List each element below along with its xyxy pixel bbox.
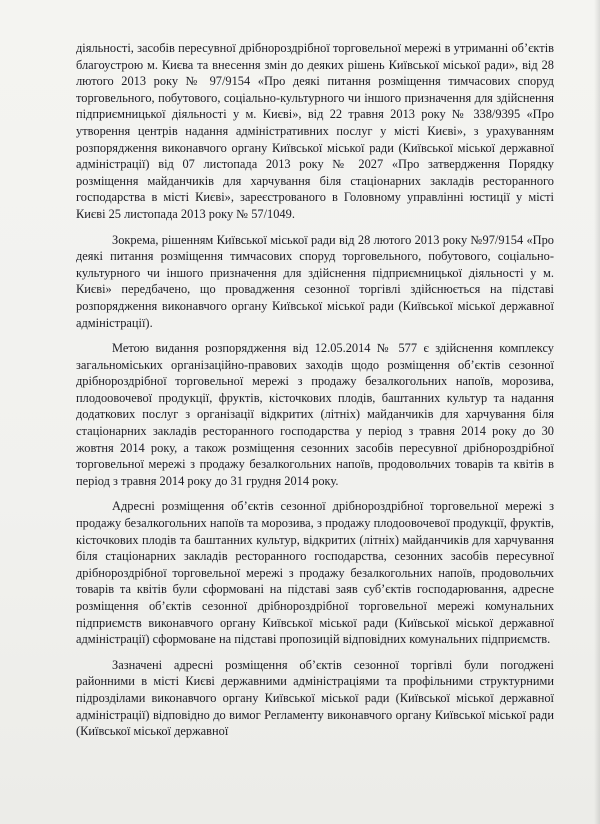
paragraph-continuation: діяльності, засобів пересувної дрібнороздрібної торговельної мережі в утриманні об’єктів благоустрою м. Києва та внесення змін до деяких рішень Київської міської ради», від 28 лютого 2013 року № 97/9154 «Про деякі питання розміщення тимчасових споруд торговельного, побутового, соціально-культурного чи іншого призначення для здійснення підприємницької діяльності у м. Києві», від 22 травня 2013 року № 338/9395 «Про утворення центрів надання адміністративних послуг у місті Києві», з урахуванням розпорядження виконавчого органу Київської міської ради (Київської міської державної адміністрації) від 07 листопада 2013 року № 2027 «Про затвердження Порядку розміщення майданчиків для харчування біля стаціонарних закладів ресторанного господарства в місті Києві», зареєстрованого в Головному управлінні юстиції у місті Києві 25 листопада 2013 року № 57/1049. xyxy=(76,41,554,221)
paragraph-purpose: Метою видання розпорядження від 12.05.2014 № 577 є здійснення комплексу загальноміських організаційно-правових заходів щодо розміщення об’єктів сезонної дрібнороздрібної торговельної мережі з продажу безалкогольних напоїв, морозива, плодоовочевої продукції, фруктів, кісточкових плодів, баштанних культур та надання додаткових послуг з організації відкритих (літніх) майданчиків для харчування біля стаціонарних закладів ресторанного господарства у період з травня 2014 року до 30 жовтня 2014 року, а також розміщення сезонних засобів пересувної дрібнороздрібної торговельної мережі з продажу безалкогольних напоїв, продовольчих товарів та квітів в період з травня 2014 року до 31 грудня 2014 року. xyxy=(76,341,554,488)
paragraph-approval: Зазначені адресні розміщення об’єктів сезонної торгівлі були погоджені районними в місті Києві державними адміністраціями та профільними структурними підрозділами виконавчого органу Київської міської ради (Київської міської державної адміністрації) відповідно до вимог Регламенту виконавчого органу Київської міської ради (Київської міської державної xyxy=(76,657,554,739)
paragraph-zokrema: Зокрема, рішенням Київської міської ради від 28 лютого 2013 року №97/9154 «Про деякі питання розміщення тимчасових споруд торговельного, побутового, соціально-культурного чи іншого призначення для здійснення підприємницької діяльності у м. Києві» передбачено, що провадження сезонної торгівлі здійснюється на підставі розпорядження виконавчого органу Київської міської ради (Київської міської державної адміністрації). xyxy=(76,232,554,330)
paragraph-addresses: Адресні розміщення об’єктів сезонної дрібнороздрібної торговельної мережі з продажу безалкогольних напоїв та морозива, з продажу плодоовочевої продукції, фруктів, кісточкових плодів та баштанних культур, відкритих (літніх) майданчиків для харчування біля стаціонарних закладів ресторанного господарства, сезонних засобів пересувної дрібнороздрібної торговельної мережі з продажу безалкогольних напоїв, продовольчих товарів та квітів були сформовані на підставі заяв суб’єктів господарювання, адресне розміщення об’єктів сезонної дрібнороздрібної торговельної мережі комунальних підприємств виконавчого органу Київської міської ради (Київської міської державної адміністрації) сформоване на підставі пропозицій відповідних комунальних підприємств. xyxy=(76,499,554,647)
page-edge-shadow xyxy=(594,0,600,824)
document-body xyxy=(76,40,554,749)
